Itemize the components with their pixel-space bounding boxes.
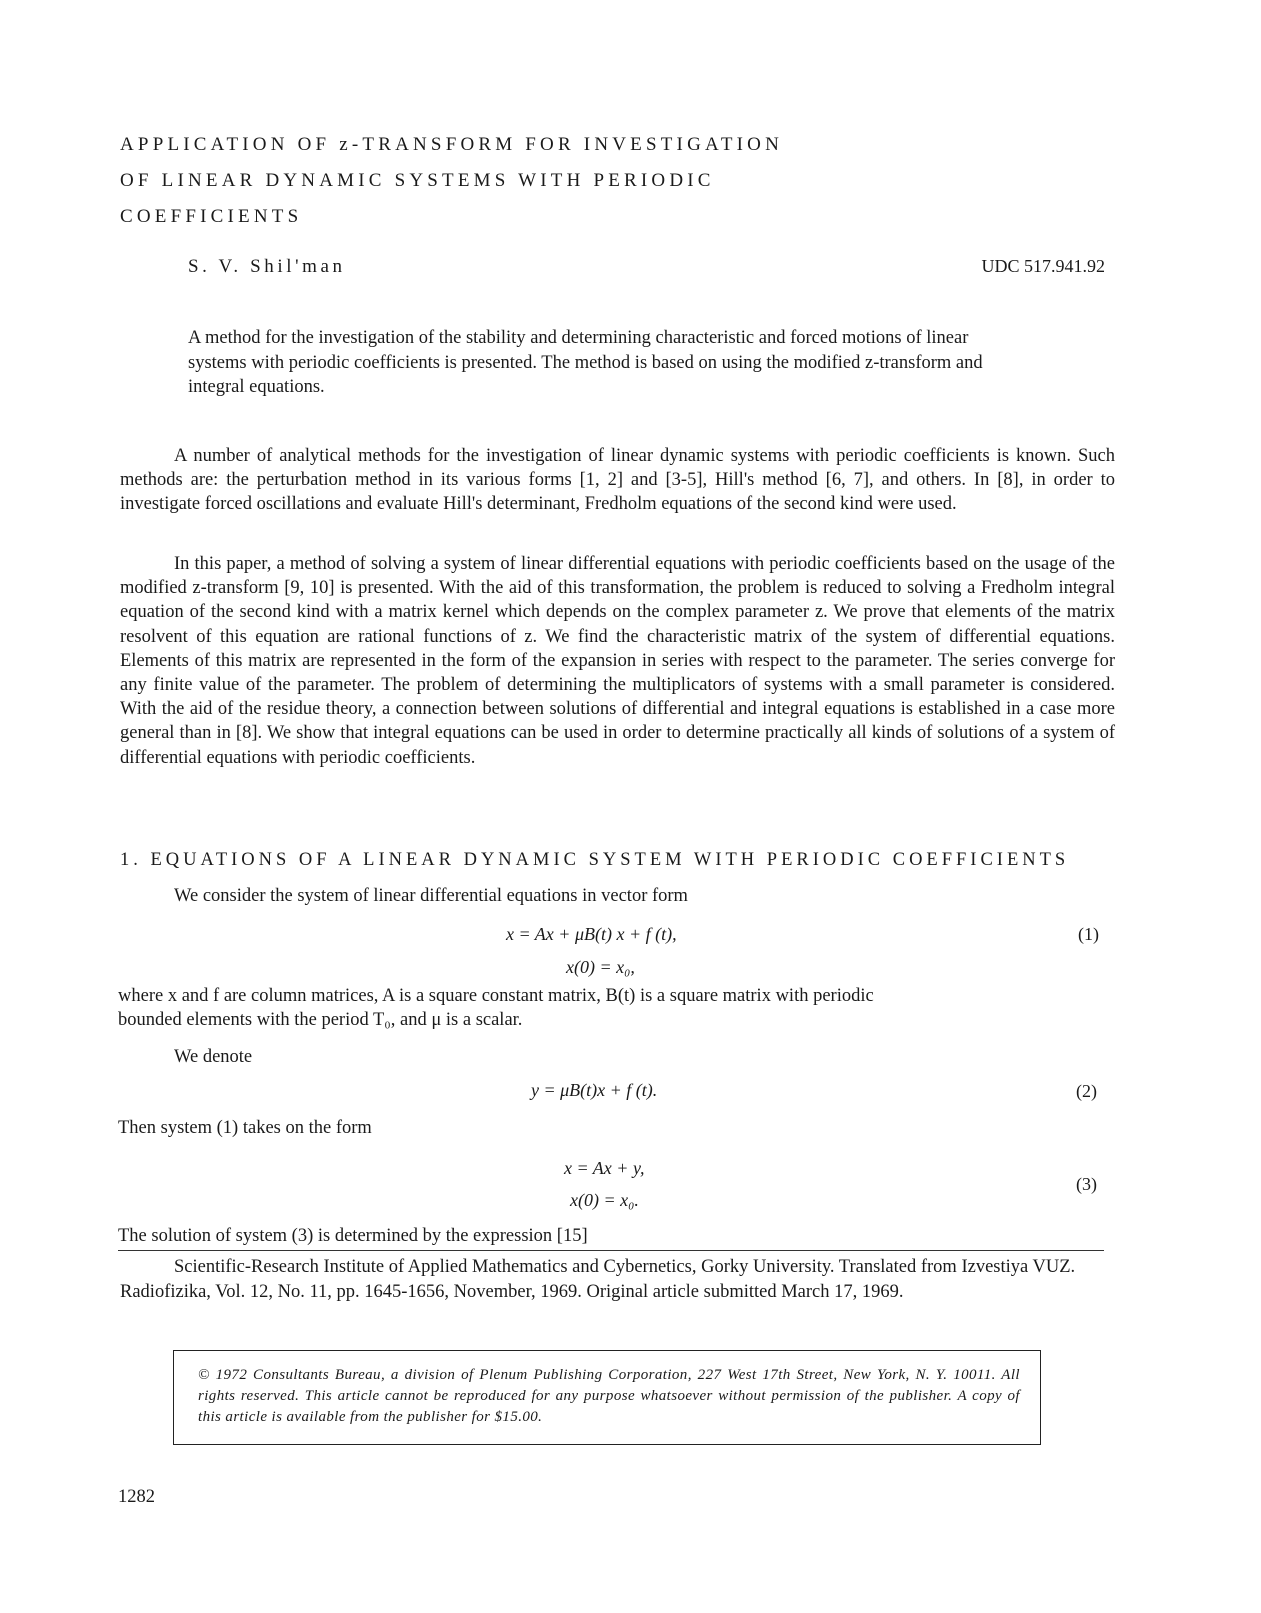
then-sentence: Then system (1) takes on the form [118, 1118, 372, 1138]
equation-number-2: (2) [1076, 1081, 1097, 1101]
footnote [120, 1255, 1090, 1304]
title-line-2: OF LINEAR DYNAMIC SYSTEMS WITH PERIODIC [120, 170, 715, 191]
equation-3b: x(0) = x₀. [570, 1190, 639, 1210]
where-sentence-2: bounded elements with the period T₀, and μ is a scalar. [118, 1010, 523, 1030]
abstract [188, 326, 1018, 400]
equation-2: y = μB(t)x + f (t). [531, 1080, 658, 1100]
equation-1b: x(0) = x₀, [566, 957, 635, 977]
denote-sentence: We denote [174, 1047, 253, 1067]
footnote-divider [118, 1250, 1104, 1251]
solution-sentence: The solution of system (3) is determined by the expression [15] [118, 1226, 588, 1246]
where-sentence: where x and f are column matrices, A is a square constant matrix, B(t) is a square matrix with periodic [118, 986, 874, 1006]
intro-text-2: In this paper, a method of solving a system of linear differential equations with periodic coefficients based on the usage of the modified z-transform [9, 10] is presented. With the aid of this transformation, the problem is reduced to solving a Fredholm integral equation of the second kind with a matrix kernel which depends on the complex parameter z. We prove that elements of the matrix resolvent of this equation are rational functions of z. We find the characteristic matrix of the system of differential equations. Elements of this matrix are represented in the form of the expansion in series with respect to the parameter. The series converge for any finite value of the parameter. The problem of determining the multiplicators of systems with a small parameter is considered. With the aid of the residue theory, a connection between solutions of differential and integral equations is established in a case more general than in [8]. We show that integral equations can be used in order to determine practically all kinds of solutions of a system of differential equations with periodic coefficients. [120, 554, 1115, 768]
abstract-text: A method for the investigation of the stability and determining characteristic and forced motions of linear systems with periodic coefficients is presented. The method is based on using the modified z-transform and integral equations. [188, 328, 983, 397]
intro-text-1: A number of analytical methods for the investigation of linear dynamic systems with periodic coefficients is known. Such methods are: the perturbation method in its various forms [1, 2] and [3-5], Hill's method [6, 7], and others. In [8], in order to investigate forced oscillations and evaluate Hill's determinant, Fredholm equations of the second kind were used. [120, 446, 1115, 515]
copyright-notice-box [173, 1350, 1041, 1445]
equation-1a: x = Ax + μB(t) x + f (t), [506, 924, 677, 944]
consider-sentence: We consider the system of linear differential equations in vector form [174, 886, 688, 906]
section-heading-1: 1. EQUATIONS OF A LINEAR DYNAMIC SYSTEM WITH PERIODIC COEFFICIENTS [120, 850, 1070, 870]
footnote-text: Scientific-Research Institute of Applied Mathematics and Cybernetics, Gorky University. Translated from Izvestiya VUZ. Radiofizika, Vol. 12, No. 11, pp. 1645-1656, November, 1969. Original article submitted March 17, 1969. [120, 1257, 1076, 1302]
intro-paragraph-2 [120, 552, 1115, 770]
equation-number-1: (1) [1078, 924, 1099, 944]
page-number: 1282 [118, 1487, 155, 1507]
author-name: S. V. Shil'man [188, 256, 346, 277]
intro-paragraph-1 [120, 444, 1115, 517]
udc-code: UDC 517.941.92 [981, 256, 1105, 276]
equation-number-3: (3) [1076, 1174, 1097, 1194]
copyright-text: © 1972 Consultants Bureau, a division of Plenum Publishing Corporation, 227 West 17th Street, New York, N. Y. 10011. All rights reserved. This article cannot be reproduced for any purpose whatsoever without permission of the publisher. A copy of this article is available from the publisher for $15.00. [198, 1367, 1020, 1425]
title-line-1: APPLICATION OF z-TRANSFORM FOR INVESTIGATION [120, 134, 783, 155]
title-line-3: COEFFICIENTS [120, 206, 303, 227]
equation-3a: x = Ax + y, [564, 1158, 645, 1178]
